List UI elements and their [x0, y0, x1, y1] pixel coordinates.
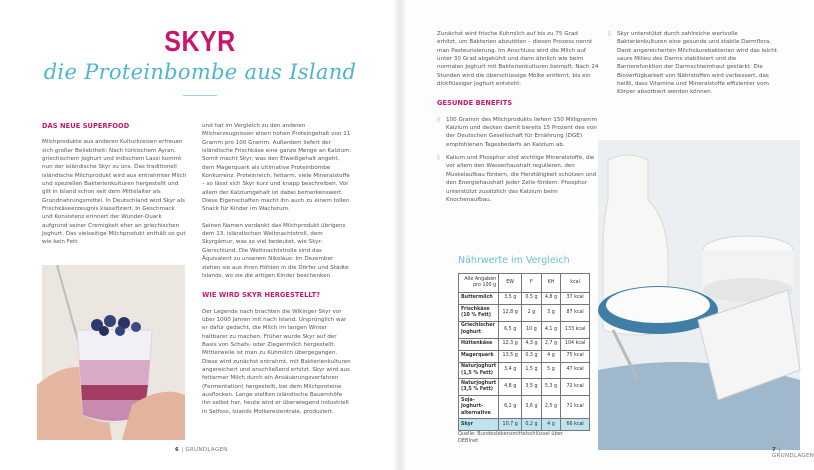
row-label-cell: Naturjoghurt (1,5 % Fett) [459, 362, 499, 379]
row-label-cell: Buttermilch [459, 293, 499, 305]
value-cell: 3,4 g [499, 362, 522, 379]
paragraph: Der Legende nach brachten die Wikinger Skyr vor über 1000 Jahren mit nach Island. Ursprünglich war er dafür gedacht, die Milch im langen Winter haltbarer zu machen. Früher wurde Skyr auf der Basis von Schafs- oder Ziegenmilch hergestellt. Mittlerweile ist man zu Kuhmilch übergegangen. Diese wird zunächst entrahmt, mit Bakterienkulturen angereichert und anschließend erhitzt. Skyr wird aus fettarmer Milch durch ein Ansäuerungsverfahren (Fermentation) hergestellt, bei dem Milchproteine ausflocken. Lange stellten isländische Bauernhöfe ihn selbst her, heute wird er überwiegend industriell in Selfoss, Islands Molkereizentrale, produziert. [202, 308, 351, 415]
value-cell: 6,2 g [499, 396, 522, 419]
text-column-4 [608, 30, 783, 102]
value-cell: 4,8 g [499, 379, 522, 396]
paragraph: Zunächst wird frische Kuhmilch auf bis zu 75 Grad erhitzt, um Bakterien abzutöten – diesen Prozess nennt man Pasteurisierung. Im Anschluss wird die Milch auf unter 30 Grad abgekühlt und dann ähnlich wie beim normalen Joghurt mit Bakterienkulturen beimpft. Nach 24 Stunden wird die überschüssige Molke entfernt, bis ein dickflüssiger Joghurt entsteht. [437, 31, 599, 88]
value-cell: 47 kcal [561, 362, 590, 379]
value-cell: 10,7 g [499, 419, 522, 431]
value-cell: 75 kcal [561, 350, 590, 362]
value-cell: 3,5 g [499, 293, 522, 305]
list-item-text: Skyr unterstützt durch zahlreiche wertvolle Bakterienkulturen eine gesunde und stabile Darmflora. Dank angereicherten Milchsäurebakterien wird das leicht saure Milieu des Darms stabilisiert und die Barrierefunktion der Darmschleimhaut gestärkt. Die Bioverfügbarkeit von Nährstoffen wird verbessert, das heißt, dass Vitamine und Mineralstoffe effizienter vom Körper absorbiert werden können. [617, 31, 777, 96]
page-section: | GRUNDLAGEN [181, 447, 228, 453]
value-cell: 2,7 g [541, 338, 561, 350]
diamond-bullet-icon: ◊ [437, 116, 440, 123]
text-column-1 [42, 122, 187, 255]
value-cell: 3,6 g [522, 396, 542, 419]
table-row [459, 396, 590, 419]
table-row [459, 379, 590, 396]
header-cell: kcal [561, 274, 590, 293]
list-item [437, 116, 599, 149]
list-item [608, 30, 783, 97]
value-cell: 5 g [541, 362, 561, 379]
bowls-illustration [598, 140, 800, 450]
list-item-text: 100 Gramm des Milchprodukts liefern 150 Milligramm Kalzium und decken damit bereits 15 Prozent des von der Deutschen Gesellschaft für Ernährung (DGE) empfohlenen Tagesbedarfs an Kalzium ab. [446, 116, 597, 148]
row-label-cell: Skyr [459, 419, 499, 431]
value-cell: 5,3 g [541, 379, 561, 396]
table-title: Nährwerte im Vergleich [458, 255, 570, 266]
value-cell: 87 kcal [561, 305, 590, 322]
row-label-cell: Hüttenkäse [459, 338, 499, 350]
row-label-cell: Naturjoghurt (3,5 % Fett) [459, 379, 499, 396]
parfait-illustration [42, 265, 185, 440]
diamond-bullet-icon: ◊ [608, 31, 611, 37]
header-cell: F [522, 274, 542, 293]
value-cell: 2 g [522, 305, 542, 322]
paragraph: und hat im Vergleich zu den anderen Milcherzeugnissen einen hohen Proteingehalt von 11 Gramm pro 100 Gramm. Außerdem liefert der isländische Frischkäse eine ganze Menge an Kalzium. Somit macht Skyr, was den Eiweißgehalt angeht, dem Magerquark als ultimative Proteinbombe Konkurrenz. Proteinreich, fettarm, viele Mineralstoffe – so lässt sich Skyr kurz und knapp beschreiben. Vor allem der Kalziumgehalt ist dabei bemerkenswert. Diese Eigenschaften macht ihn auch zu einem tollen Snack für Kinder im Wachstum. [202, 123, 352, 213]
value-cell: 104 kcal [561, 338, 590, 350]
text-column-2 [202, 122, 352, 424]
value-cell: 12,3 g [499, 338, 522, 350]
section-heading: GESUNDE BENEFITS [437, 99, 513, 108]
page-title: SKYR [164, 25, 236, 59]
value-cell: 12,8 g [499, 305, 522, 322]
value-cell: 66 kcal [561, 419, 590, 431]
value-cell: 0,5 g [522, 293, 542, 305]
nutrition-table [458, 273, 590, 431]
row-label-cell: Magerquark [459, 350, 499, 362]
value-cell: 71 kcal [561, 396, 590, 419]
page-footer-right [772, 447, 814, 459]
value-cell: 1,5 g [522, 362, 542, 379]
table-row [459, 293, 590, 305]
table-row [459, 419, 590, 431]
value-cell: 0,2 g [522, 419, 542, 431]
row-label-cell: Frischkäse (10 % Fett) [459, 305, 499, 322]
paragraph: Milchprodukte aus anderen Kulturkreisen erfreuen sich großer Beliebtheit: Nach türkischem Ayran, griechischem Joghurt und indischem Lassi kommt nun der isländische Skyr zu uns. Das traditionell isländische Milchprodukt wird aus entrahmter Milch und speziellen Bakterienkulturen hergestellt und gilt in Island schon seit dem Mittelalter als Grundnahrungsmittel. In Deutschland wird Skyr als Frischkäseerzeugnis klassifiziert. In Geschmack und Konsistenz erinnert der Wunder-Quark aufgrund seiner Cremigkeit eher an griechischen Joghurt. Das vielseitige Milchprodukt enthält so gut wie kein Fett [42, 139, 187, 246]
text-column-3 [437, 30, 599, 209]
page-number: 6 [175, 447, 180, 453]
value-cell: 4 g [541, 350, 561, 362]
header-cell: KH [541, 274, 561, 293]
table-row [459, 350, 590, 362]
value-cell: 10 g [522, 321, 542, 338]
value-cell: 37 kcal [561, 293, 590, 305]
value-cell: 0,3 g [522, 350, 542, 362]
section-heading: WIE WIRD SKYR HERGESTELLT? [202, 291, 321, 300]
row-label-cell: Griechischer Joghurt [459, 321, 499, 338]
value-cell: 4,8 g [541, 293, 561, 305]
table-row [459, 338, 590, 350]
value-cell: 4,3 g [522, 338, 542, 350]
value-cell: 72 kcal [561, 379, 590, 396]
skyr-bowls-photo [598, 140, 800, 450]
benefits-list-continued [608, 30, 783, 97]
page-number: 7 [772, 447, 777, 453]
header-cell: EW [499, 274, 522, 293]
table-row [459, 321, 590, 338]
value-cell: 3 g [541, 305, 561, 322]
table-header-row [459, 274, 590, 293]
list-item [437, 154, 599, 204]
table-row [459, 305, 590, 322]
table-row [459, 362, 590, 379]
benefits-list [437, 116, 599, 204]
diamond-bullet-icon: ◊ [437, 155, 440, 162]
page-footer-left [175, 447, 228, 453]
row-label-cell: Soja-Joghurt-alternative [459, 396, 499, 419]
section-heading: DAS NEUE SUPERFOOD [42, 122, 130, 130]
value-cell: 4 g [541, 419, 561, 431]
paragraph: Seinen Namen verdankt das Milchprodukt übrigens dem 13. isländischen Weihnachtstroll, dem Skyrgámur, was so viel bedeutet, wie Skyr-Gierschlund. Die Weihnachtstrolle sind das Äquivalent zu unserem Nikolaus: Im Dezember ziehen sie aus ihren Höhlen in die Dörfer und Städte Islands, wo sie die artigen Kinder beschenken. [202, 222, 349, 279]
left-page [0, 0, 400, 470]
table-source: Quelle: Bundeslebensmittelschlüssel über DEBInet [458, 431, 563, 444]
book-gutter [392, 0, 408, 470]
value-cell: 3,5 g [522, 379, 542, 396]
value-cell: 4,1 g [541, 321, 561, 338]
skyr-parfait-photo [42, 265, 185, 440]
page-section: | GRUNDLAGEN [772, 447, 814, 459]
header-cell: Alle Angaben pro 100 g [459, 274, 499, 293]
value-cell: 6,5 g [499, 321, 522, 338]
value-cell: 2,5 g [541, 396, 561, 419]
value-cell: 13,5 g [499, 350, 522, 362]
page-subtitle: die Proteinbombe aus Island [43, 60, 357, 84]
decorative-divider [183, 95, 217, 98]
list-item-text: Kalium und Phosphor sind wichtige Mineralstoffe, die vor allem den Wasserhaushalt regulieren, den Muskelaufbau fördern, die Herztätigkeit schützen und den Energiehaushalt jeder Zelle fördern. Phosphor unterstützt zusätzlich das Kalzium beim Knochenaufbau. [446, 155, 597, 203]
value-cell: 133 kcal [561, 321, 590, 338]
